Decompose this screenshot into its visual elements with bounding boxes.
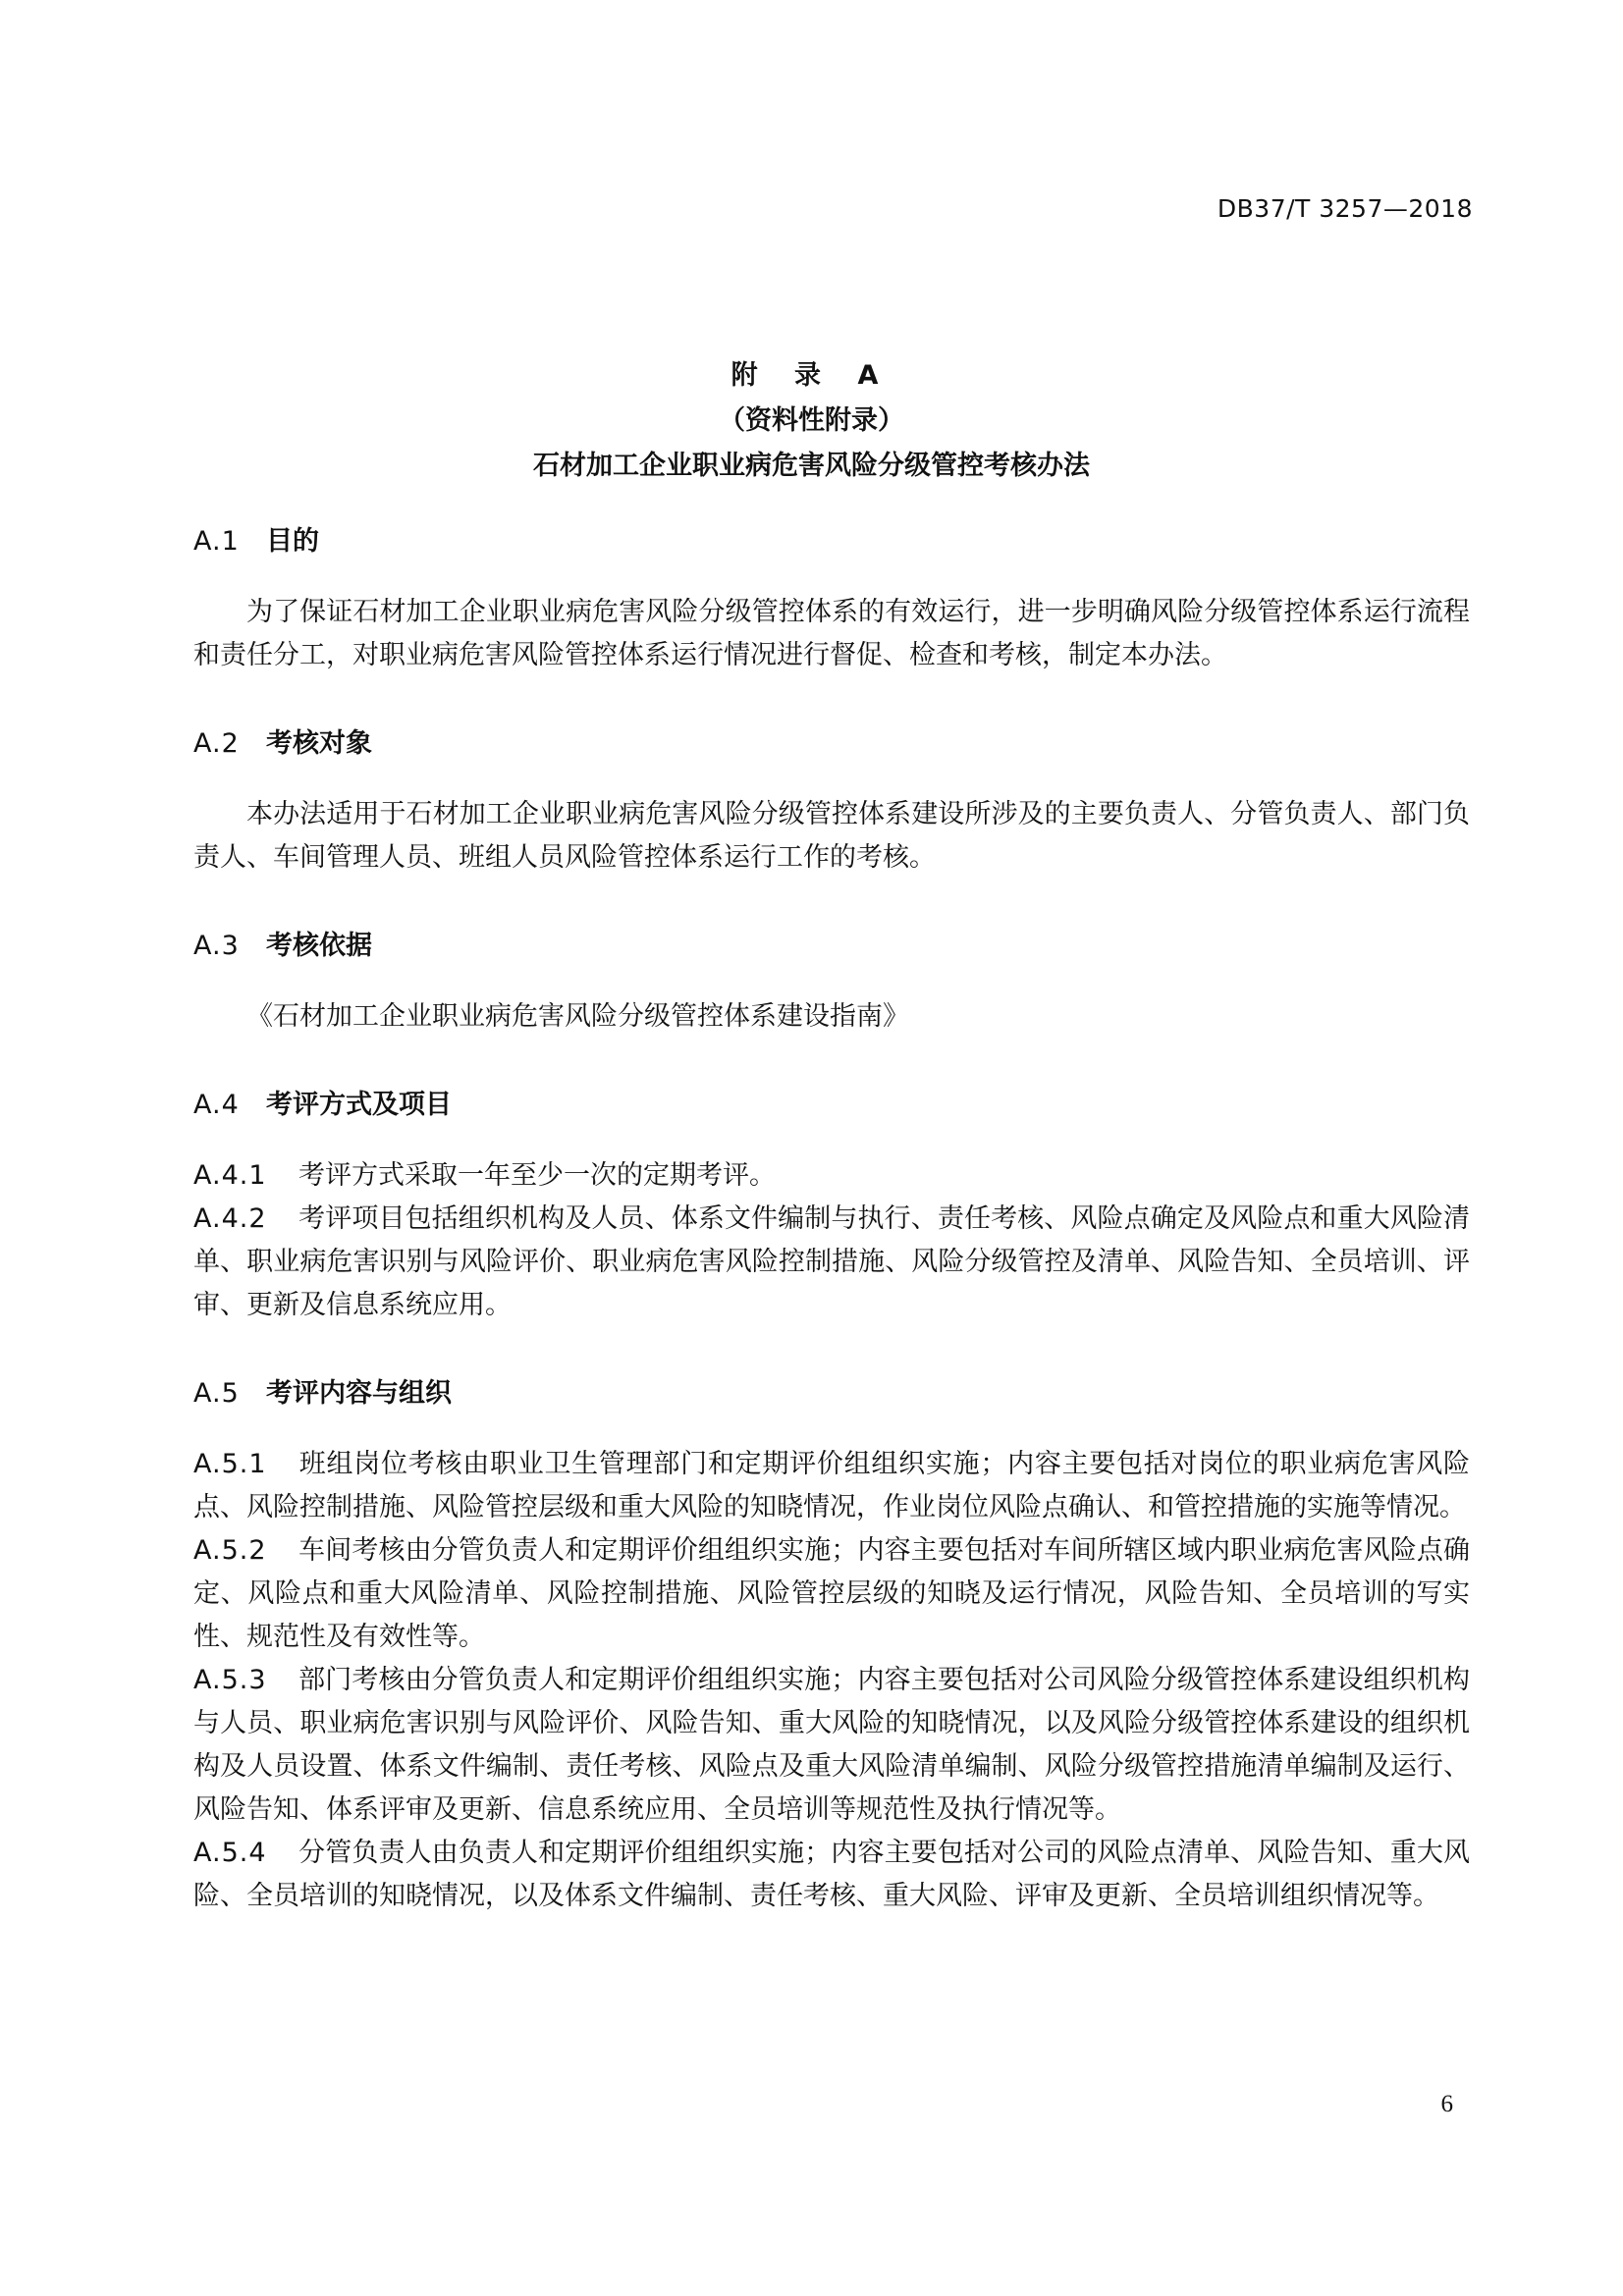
clause-a5-2 <box>193 1529 1470 1659</box>
section-title: 目的 <box>266 526 319 557</box>
clause-text: 分管负责人由负责人和定期评价组组织实施；内容主要包括对公司的风险点清单、风险告知、重大风险、全员培训的知晓情况，以及体系文件编制、责任考核、重大风险、评审及更新、全员培训组织情况等。 <box>193 1838 1470 1911</box>
clause-text: 班组岗位考核由职业卫生管理部门和定期评价组组织实施；内容主要包括对岗位的职业病危害风险点、风险控制措施、风险管控层级和重大风险的知晓情况，作业岗位风险点确认、和管控措施的实施等情况。 <box>193 1449 1470 1522</box>
clause-text: 部门考核由分管负责人和定期评价组组织实施；内容主要包括对公司风险分级管控体系建设组织机构与人员、职业病危害识别与风险评价、风险告知、重大风险的知晓情况，以及风险分级管控体系建设的组织机构及人员设置、体系文件编制、责任考核、风险点及重大风险清单编制、风险分级管控措施清单编制及运行、风险告知、体系评审及更新、信息系统应用、全员培训等规范性及执行情况等。 <box>193 1665 1470 1825</box>
section-a2-text: 本办法适用于石材加工企业职业病危害风险分级管控体系建设所涉及的主要负责人、分管负责人、部门负责人、车间管理人员、班组人员风险管控体系运行工作的考核。 <box>193 799 1470 873</box>
section-a1-heading <box>193 520 1470 563</box>
clause-number: A.5.2 <box>193 1535 267 1566</box>
section-title: 考评方式及项目 <box>266 1090 452 1120</box>
standard-code: DB37/T 3257—2018 <box>1217 194 1473 223</box>
clause-a5-4 <box>193 1832 1470 1918</box>
clause-text: 考评方式采取一年至少一次的定期考评。 <box>298 1160 776 1191</box>
clause-number: A.5.1 <box>193 1449 267 1479</box>
clause-number: A.5.3 <box>193 1665 267 1695</box>
section-a5-heading <box>193 1372 1470 1415</box>
appendix-type: （资料性附录） <box>719 405 904 436</box>
clause-number: A.5.4 <box>193 1838 267 1868</box>
clause-a5-1 <box>193 1443 1470 1529</box>
clause-a4-2 <box>193 1198 1470 1327</box>
section-title: 考核依据 <box>266 931 372 961</box>
appendix-heading <box>0 353 1623 489</box>
section-number: A.3 <box>193 931 240 961</box>
section-a2-heading <box>193 722 1470 766</box>
section-a3-heading <box>193 925 1470 968</box>
document-body <box>193 520 1470 1918</box>
clause-number: A.4.2 <box>193 1203 267 1234</box>
section-number: A.5 <box>193 1378 240 1409</box>
appendix-title: 石材加工企业职业病危害风险分级管控考核办法 <box>533 451 1090 481</box>
section-title: 考评内容与组织 <box>266 1378 452 1409</box>
clause-text: 考评项目包括组织机构及人员、体系文件编制与执行、责任考核、风险点确定及风险点和重大风险清单、职业病危害识别与风险评价、职业病危害风险控制措施、风险分级管控及清单、风险告知、全员培训、评审、更新及信息系统应用。 <box>193 1203 1470 1320</box>
section-title: 考核对象 <box>266 728 372 759</box>
clause-number: A.4.1 <box>193 1160 267 1191</box>
page-number: 6 <box>1440 2091 1453 2117</box>
clause-text: 车间考核由分管负责人和定期评价组组织实施；内容主要包括对车间所辖区域内职业病危害风险点确定、风险点和重大风险清单、风险控制措施、风险管控层级的知晓及运行情况，风险告知、全员培训的写实性、规范性及有效性等。 <box>193 1535 1470 1652</box>
section-a3-text: 《石材加工企业职业病危害风险分级管控体系建设指南》 <box>246 1001 909 1032</box>
section-number: A.1 <box>193 526 240 557</box>
clause-a5-3 <box>193 1659 1470 1832</box>
section-a4-heading <box>193 1084 1470 1127</box>
appendix-label: 附 录 A <box>730 360 893 391</box>
clause-a4-1 <box>193 1154 1470 1198</box>
section-number: A.4 <box>193 1090 240 1120</box>
section-a1-text: 为了保证石材加工企业职业病危害风险分级管控体系的有效运行，进一步明确风险分级管控体系运行流程和责任分工，对职业病危害风险管控体系运行情况进行督促、检查和考核，制定本办法。 <box>193 597 1470 670</box>
section-number: A.2 <box>193 728 240 759</box>
